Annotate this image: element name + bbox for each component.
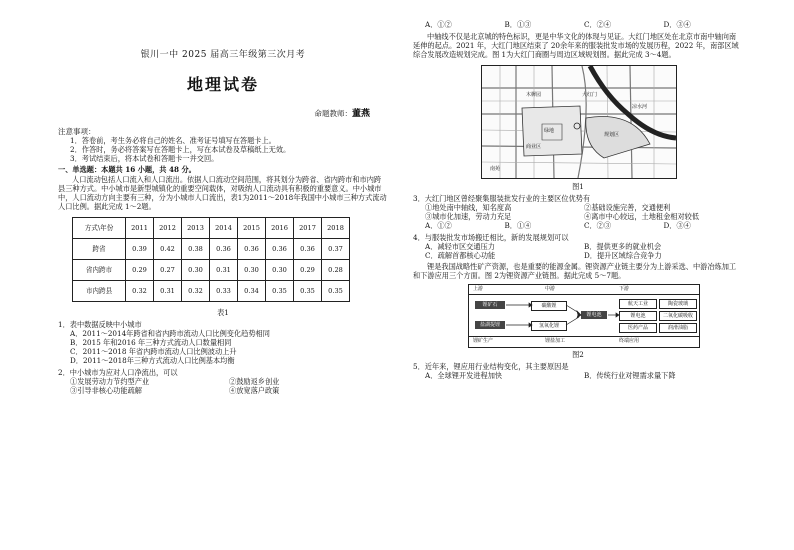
option: B．2015 年和2016 年三种方式流动人口数量相同 <box>70 337 232 347</box>
question-5: 5．近年来，锂应用行业结构变化，其主要原因是 <box>413 362 569 371</box>
map-label: 大红门 <box>582 92 598 98</box>
option: ③引导非核心功能疏解 <box>70 385 142 395</box>
question-3: 3．大红门地区曾经聚集服装批发行业的主要区位优势有 <box>413 194 591 203</box>
option: A．全球锂开发进程加快 <box>425 371 503 380</box>
stage-label: 中游 <box>545 286 556 292</box>
migration-table <box>72 217 350 302</box>
option-row <box>413 212 743 221</box>
table-header-row: 方式\年份 2011 2012 2013 2014 2015 2016 2017 2018 <box>73 217 350 238</box>
chain-box: 碳酸锂 <box>531 301 567 311</box>
chain-box: 二氧化碳吸收 <box>659 311 697 321</box>
map-graphic <box>482 66 676 178</box>
section-heading: 一、单选题：本题共 16 小题，共 48 分。 <box>58 164 196 174</box>
passage-2: 中轴线不仅是北京城的特色标识，更是中华文化的体现与见证。大红门地区处在北京市南中轴向南延伸的起点。2021 年，大红门地区结束了 20余年来的服装批发市场的发展历程，2022 年，南部区域综合发展改造规划完成。图 1为大红门商圈与周边区域规划图。据此完成 3～4题。 <box>413 32 739 59</box>
option: C．②③ <box>584 221 612 230</box>
notice-heading: 注意事项： <box>58 126 96 136</box>
chain-box: 锂矿石 <box>475 301 505 309</box>
figure-2-caption: 图2 <box>572 350 584 359</box>
q3-answer-row <box>413 221 743 230</box>
option-row <box>413 203 743 212</box>
option: ①发展劳动力节约型产业 <box>70 376 150 386</box>
option: D．③④ <box>663 20 691 29</box>
notice-item: 1．答卷前，考生务必将自己的姓名、准考证号填写在答题卡上。 <box>70 135 276 145</box>
option: ③城市化加速，劳动力充足 <box>425 212 512 221</box>
q2-answer-row <box>413 20 743 29</box>
chain-arrows <box>469 285 699 347</box>
passage-3: 锂是我国战略性矿产资源，也是重要的能源金属。锂资源产业链主要分为上游采选、中游冶炼加工和下游应用三个方面。图 2为锂资源产业链图。据此完成 5～7题。 <box>413 262 737 280</box>
figure-2-chain <box>468 284 700 348</box>
question-1: 1．表中数据反映中小城市 <box>58 319 142 329</box>
option-row <box>413 242 743 251</box>
option-row <box>413 251 743 260</box>
option: ②鼓励返乡创业 <box>229 376 280 386</box>
stage-label: 下游 <box>619 286 630 292</box>
question-2: 2．中小城市为应对人口净流出，可以 <box>58 367 178 377</box>
option: ④离市中心较远，土地租金相对较低 <box>584 212 700 221</box>
option: B．提供更多的就业机会 <box>584 242 662 251</box>
chain-box: 锂电池 <box>581 311 607 319</box>
school-line: 银川一中 2025 届高三年级第三次月考 <box>140 50 306 60</box>
option: D．提升区域综合竞争力 <box>584 251 662 260</box>
passage-1: 人口流动包括人口流入和人口流出。依据人口流动空间范围，将其划分为跨省、省内跨市和市内跨县三种方式。中小城市是新型城镇化的重要空间载体，对吸纳人口流动具有积极的重要意义。中小城市中，人口流动方向主要有三种，分为小城市人口流出，表1为2011～2018年我国中小城市三种方式流动人口比例。据此完成 1～2题。 <box>58 174 387 211</box>
option: C．2011～2018 年省内跨市流动人口比例波动上升 <box>70 346 237 356</box>
option: D．2011～2018年三种方式流动人口比例基本均衡 <box>70 355 235 365</box>
option: A．减轻市区交通压力 <box>425 242 495 251</box>
left-column <box>58 20 388 395</box>
teacher-name: 董燕 <box>351 109 370 120</box>
chain-box: 盐湖提锂 <box>475 321 505 329</box>
chain-box: 锂电池 <box>619 311 657 321</box>
teacher-line: 命题教师：董燕 <box>314 109 370 120</box>
option: C．②④ <box>584 20 612 29</box>
table-row: 市内跨县 0.32 0.31 0.32 0.33 0.34 0.35 0.35 0.35 <box>73 280 350 301</box>
option-row <box>413 371 743 380</box>
option: B．①③ <box>504 20 532 29</box>
map-label: 绿地 <box>544 128 555 134</box>
option: D．③④ <box>663 221 691 230</box>
stage-label: 终端应用 <box>619 338 640 344</box>
option-row <box>58 386 388 395</box>
map-label: 规划区 <box>604 132 620 138</box>
notice-item: 3．考试结束后，将本试卷和答题卡一并交回。 <box>70 153 219 163</box>
figure-1-caption: 图1 <box>572 182 584 191</box>
option: A．2011～2014年跨省和省内跨市流动人口比例变化趋势相同 <box>70 328 270 338</box>
option: ④放宽落户政策 <box>229 385 280 395</box>
page-title: 地理试卷 <box>186 75 259 95</box>
chain-box: 润滑油脂 <box>659 323 697 333</box>
map-label: 商业区 <box>526 144 542 150</box>
option: B．①④ <box>504 221 532 230</box>
question-4: 4．与服装批发市场搬迁相比，新的发展规划可以 <box>413 233 569 242</box>
option: C．疏解首都核心功能 <box>425 251 496 260</box>
option: ①地处南中轴线，知名度高 <box>425 203 512 212</box>
option: B．传统行业对锂需求量下降 <box>584 371 676 380</box>
option: A．①② <box>425 221 452 230</box>
option-row <box>58 377 388 386</box>
chain-box: 陶瓷玻璃 <box>659 299 697 309</box>
stage-label: 锂矿生产 <box>473 338 494 344</box>
map-label: 南苑 <box>490 166 501 172</box>
map-label: 凉水河 <box>632 104 648 110</box>
stage-label: 锂盐加工 <box>545 338 566 344</box>
figure-1-map <box>481 65 677 179</box>
stage-label: 上游 <box>473 286 484 292</box>
option: A．①② <box>425 20 452 29</box>
option: ②基础设施完善，交通便利 <box>584 203 671 212</box>
right-column <box>413 20 743 380</box>
table-caption: 表1 <box>217 307 229 317</box>
table-row: 省内跨市 0.29 0.27 0.30 0.31 0.30 0.30 0.29 0.28 <box>73 259 350 280</box>
map-label: 木樨园 <box>526 92 542 98</box>
chain-box: 航天工业 <box>619 299 657 309</box>
chain-box: 医药产品 <box>619 323 657 333</box>
notice-item: 2．作答时，务必将答案写在答题卡上，写在本试卷及草稿纸上无效。 <box>70 144 291 154</box>
table-row: 跨省 0.39 0.42 0.38 0.36 0.36 0.36 0.36 0.37 <box>73 238 350 259</box>
chain-box: 氢氧化锂 <box>531 321 567 331</box>
